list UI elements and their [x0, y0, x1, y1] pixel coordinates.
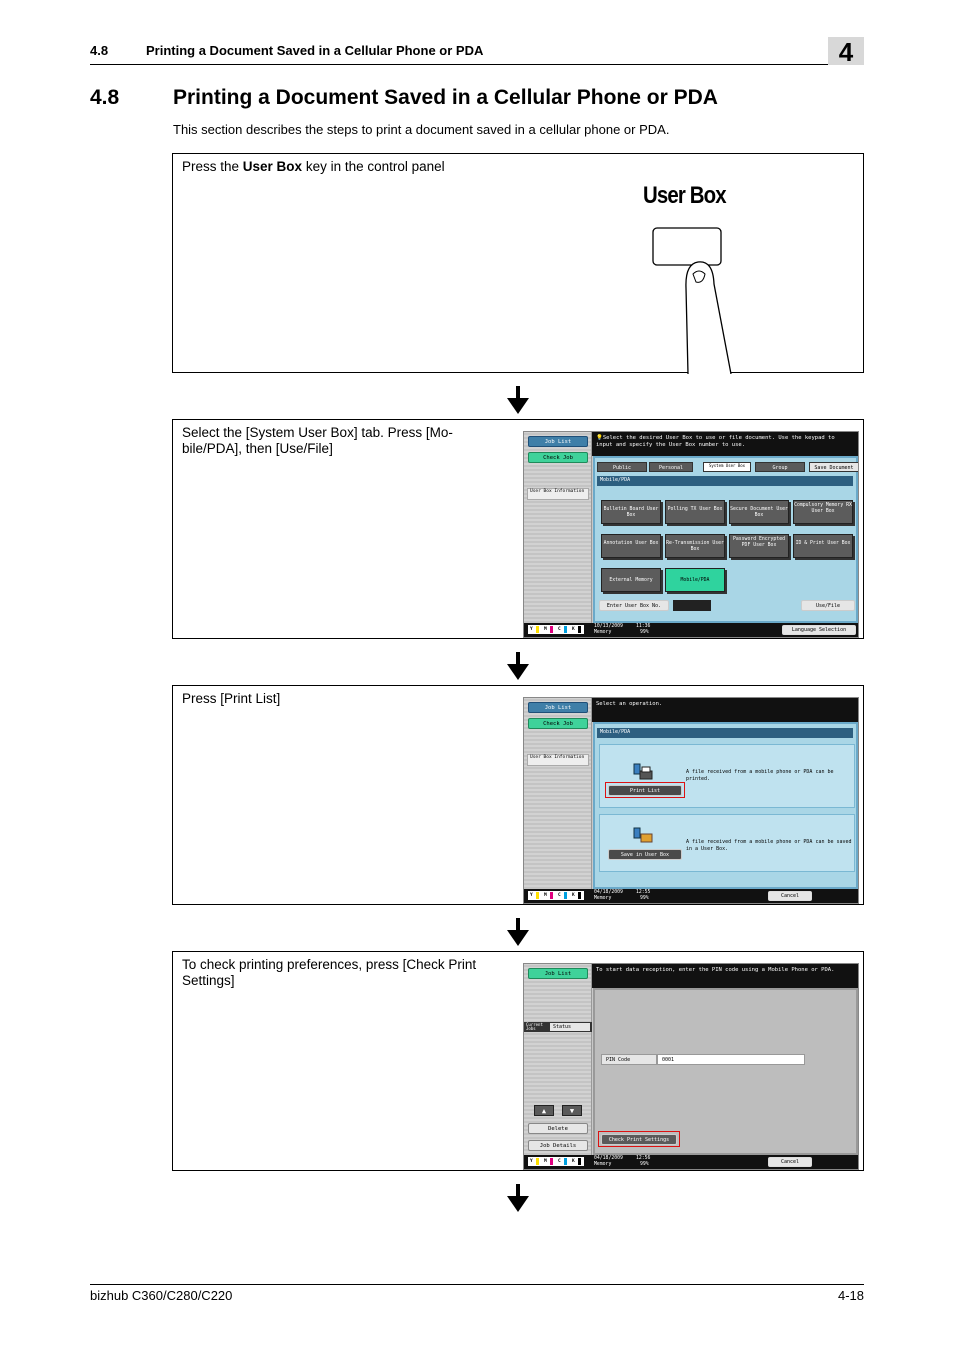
re-transmission-user-box-button[interactable]: Re-Transmission User Box [665, 534, 725, 558]
job-details-button[interactable]: Job Details [528, 1140, 588, 1151]
flow-arrow-down-icon [507, 386, 529, 414]
delete-button[interactable]: Delete [528, 1123, 588, 1134]
screen-mobile-pda [523, 697, 859, 904]
tab-system-user-box[interactable]: System User Box [703, 462, 751, 472]
category-bar: Mobile/PDA [597, 728, 853, 738]
save-document-button[interactable]: Save Document [809, 462, 859, 472]
step-3 [172, 685, 864, 905]
step-1 [172, 153, 864, 373]
memory-value: 99% [640, 630, 649, 635]
heading-number: 4.8 [90, 86, 120, 109]
toner-indicator: Y M C K [528, 625, 584, 634]
toner-y-level [536, 1158, 539, 1165]
step-3-text: Press [Print List] [182, 691, 281, 706]
step-4-text: To check printing preferences, press [Check Print Settings] [182, 957, 477, 988]
user-box-information-label: User Box Information [527, 488, 589, 500]
screen-user-box [523, 431, 859, 638]
screen-message: Select an operation. [592, 698, 858, 722]
status-bar [524, 889, 858, 903]
header-section-title: Printing a Document Saved in a Cellular Phone or PDA [146, 43, 484, 58]
step-4 [172, 951, 864, 1171]
tab-public[interactable]: Public [597, 462, 647, 472]
mobile-print-icon [632, 763, 654, 781]
flow-arrow-down-icon [507, 652, 529, 680]
print-list-panel [599, 744, 855, 808]
status-bar [524, 623, 858, 637]
status-time: 12:56 [636, 1156, 651, 1161]
footer-page-number: 4-18 [837, 1288, 864, 1303]
memory-value: 99% [640, 896, 649, 901]
step-2 [172, 419, 864, 639]
bulletin-board-user-box-button[interactable]: Bulletin Board User Box [601, 500, 661, 524]
check-print-settings-callout [598, 1131, 680, 1147]
pin-code-field[interactable]: 0001 [657, 1054, 805, 1065]
toner-k-level [578, 1158, 581, 1165]
toner-k-level [578, 892, 581, 899]
memory-value: 99% [640, 1162, 649, 1167]
password-encrypted-pdf-user-box-button[interactable]: Password Encrypted PDF User Box [729, 534, 789, 558]
toner-c-level [564, 1158, 567, 1165]
polling-tx-user-box-button[interactable]: Polling TX User Box [665, 500, 725, 524]
scroll-up-icon[interactable]: ▲ [534, 1105, 554, 1116]
toner-y-level [536, 626, 539, 633]
language-selection-button[interactable]: Language Selection [782, 625, 856, 635]
print-list-callout [605, 782, 685, 798]
screen-message: 💡Select the desired User Box to use or file document. Use the keypad to input and specify the User Box number to use. [592, 432, 858, 456]
flow-arrow-down-icon [507, 918, 529, 946]
toner-k-level [578, 626, 581, 633]
tab-personal[interactable]: Personal [649, 462, 693, 472]
tab-status[interactable]: Status [550, 1023, 590, 1031]
mobile-save-icon [632, 827, 654, 845]
check-job-button[interactable]: Check Job [528, 718, 588, 729]
toner-m-level [550, 1158, 553, 1165]
enter-user-box-number-button[interactable]: Enter User Box No. [599, 600, 669, 611]
external-memory-button[interactable]: External Memory [601, 568, 661, 592]
flow-arrow-down-icon [507, 1184, 529, 1212]
job-list-button[interactable]: Job List [528, 968, 588, 979]
toner-m-level [550, 892, 553, 899]
save-in-user-box-panel [599, 814, 855, 872]
print-list-button[interactable]: Print List [608, 785, 682, 796]
toner-y-level [536, 892, 539, 899]
memory-label: Memory [594, 630, 612, 635]
check-print-settings-button[interactable]: Check Print Settings [601, 1134, 677, 1145]
tab-current-jobs[interactable]: Current Jobs [526, 1022, 543, 1031]
header-rule [90, 64, 864, 65]
job-list-button[interactable]: Job List [528, 702, 588, 713]
tab-group[interactable]: Group [755, 462, 805, 472]
header-section-number: 4.8 [90, 43, 109, 58]
user-box-key-label: User Box [643, 182, 726, 209]
save-in-user-box-button[interactable]: Save in User Box [608, 849, 682, 860]
status-date: 04/18/2009 [594, 1156, 623, 1161]
heading-title: Printing a Document Saved in a Cellular Phone or PDA [173, 86, 718, 109]
category-bar: Mobile/PDA [597, 476, 853, 486]
status-date: 10/13/2009 [594, 624, 623, 629]
cancel-button[interactable]: Cancel [768, 891, 812, 901]
status-time: 12:55 [636, 890, 651, 895]
annotation-user-box-button[interactable]: Annotation User Box [601, 534, 661, 558]
status-bar [524, 1155, 858, 1169]
footer-rule [90, 1284, 864, 1285]
screen-message: To start data reception, enter the PIN code using a Mobile Phone or PDA. [592, 964, 858, 988]
finger-icon [686, 262, 731, 374]
pin-code-label: PIN Code [601, 1054, 657, 1065]
user-box-key-illustration [643, 224, 733, 374]
toner-indicator: Y M C K [528, 1157, 584, 1166]
toner-c-level [564, 892, 567, 899]
print-list-description: A file received from a mobile phone or PDA can be printed. [686, 769, 834, 782]
memory-label: Memory [594, 1162, 612, 1167]
chapter-number: 4 [828, 37, 864, 65]
footer-model: bizhub C360/C280/C220 [90, 1288, 233, 1303]
toner-m-level [550, 626, 553, 633]
user-box-key [653, 228, 721, 265]
memory-label: Memory [594, 896, 612, 901]
step-2-text: Select the [System User Box] tab. Press [Mo-bile/PDA], then [Use/File] [182, 425, 453, 456]
cancel-button[interactable]: Cancel [768, 1157, 812, 1167]
status-date: 04/18/2009 [594, 890, 623, 895]
use-file-button[interactable]: Use/File [801, 600, 855, 611]
status-time: 11:36 [636, 624, 651, 629]
secure-document-user-box-button[interactable]: Secure Document User Box [729, 500, 789, 524]
intro-text: This section describes the steps to print a document saved in a cellular phone or PDA. [173, 122, 670, 137]
user-box-number-field[interactable] [673, 600, 711, 611]
hint-bulb-icon: 💡 [596, 435, 603, 441]
user-box-information-label: User Box Information [527, 754, 589, 766]
toner-c-level [564, 626, 567, 633]
toner-indicator: Y M C K [528, 891, 584, 900]
compulsory-memory-rx-user-box-button[interactable]: Compulsory Memory RX User Box [793, 500, 853, 524]
step-1-text: Press the User Box key in the control panel [182, 159, 445, 174]
check-job-button[interactable]: Check Job [528, 452, 588, 463]
scroll-down-icon[interactable]: ▼ [562, 1105, 582, 1116]
job-list-button[interactable]: Job List [528, 436, 588, 447]
id-print-user-box-button[interactable]: ID & Print User Box [793, 534, 853, 558]
screen-pin-code [523, 963, 859, 1170]
mobile-pda-button[interactable]: Mobile/PDA [665, 568, 725, 592]
save-in-user-box-description: A file received from a mobile phone or PDA can be saved in a User Box. [686, 839, 852, 852]
